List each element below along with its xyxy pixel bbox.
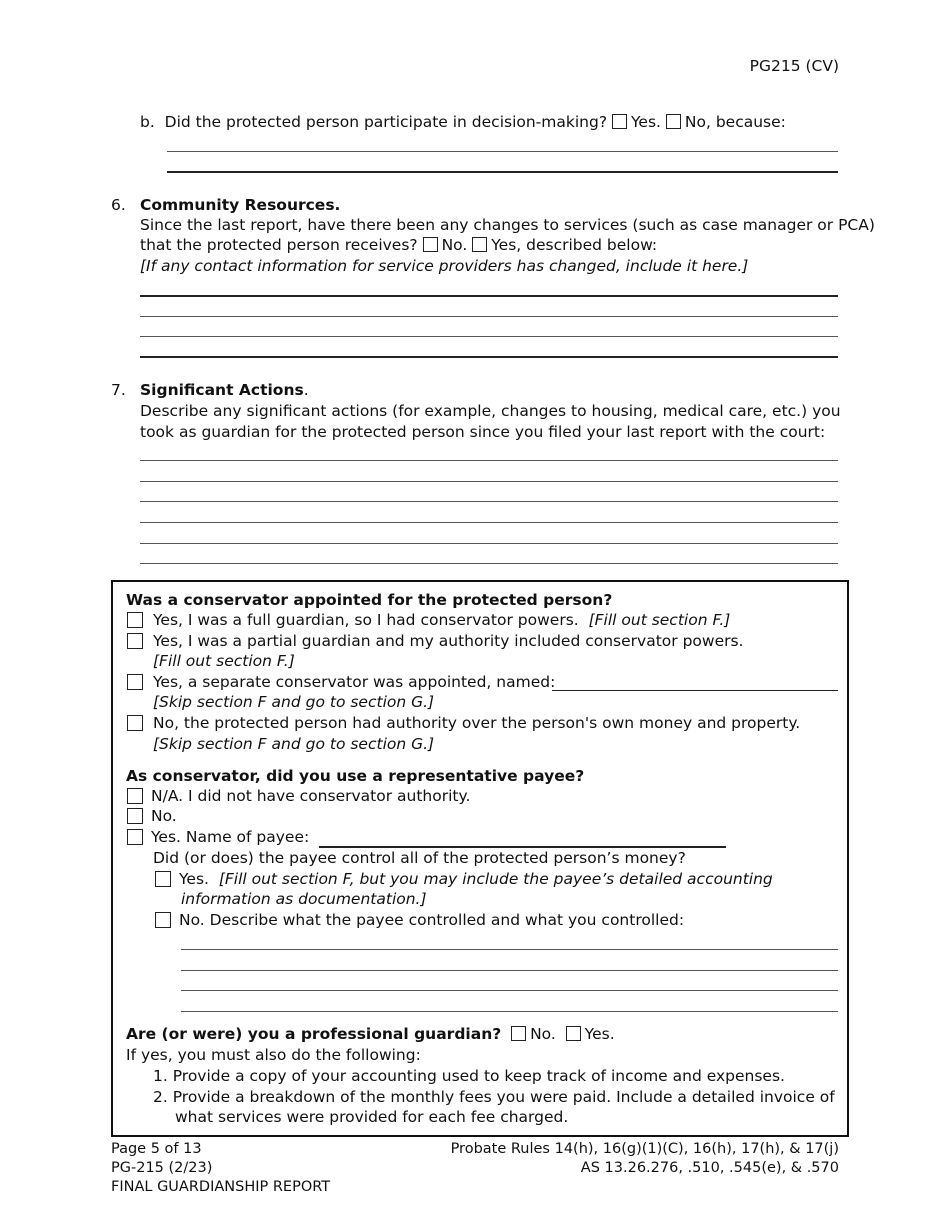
footer-statutes: AS 13.26.276, .510, .545(e), & .570 [580,1160,839,1176]
section-6-number: 6. [111,196,126,214]
section-7-number: 7. [111,381,126,399]
payee-sub-yes [179,870,773,888]
q5b-answer-line-2[interactable] [167,171,838,173]
conservator-opt4-label: No, the protected person had authority over the person's own money and property. [153,714,801,732]
footer-rules: Probate Rules 14(h), 16(g)(1)(C), 16(h), 17(h), & 17(j) [450,1141,839,1157]
question-5b-label: b. [140,113,155,131]
professional-no-label: No. [530,1025,556,1043]
payee-yes-checkbox[interactable] [127,829,143,845]
conservator-opt1-label: Yes, I was a full guardian, so I had conservator powers. [153,611,579,629]
footer-form-title: FINAL GUARDIANSHIP REPORT [111,1179,331,1195]
payee-sub-yes-checkbox[interactable] [155,871,171,887]
payee-answer-line-2[interactable] [181,970,838,971]
conservator-opt2-label: Yes, I was a partial guardian and my authority included conservator powers. [153,632,744,650]
s7-answer-line-4[interactable] [140,522,838,523]
professional-yes-label: Yes. [584,1025,615,1043]
payee-sub-no-label: No. Describe what the payee controlled and what you controlled: [179,911,685,929]
conservator-name-field[interactable] [552,690,838,691]
conservator-question: Was a conservator appointed for the protected person? [126,591,613,609]
professional-item-1: 1. Provide a copy of your accounting used to keep track of income and expenses. [153,1067,785,1085]
s7-answer-line-6[interactable] [140,563,838,564]
s6-yes-checkbox[interactable] [472,237,487,252]
section-6-line-1: Since the last report, have there been any changes to services (such as case manager or PCA) [140,216,875,234]
q5b-no-checkbox[interactable] [666,114,681,129]
section-6-question: that the protected person receives? [140,236,418,254]
conservator-opt1-note: [Fill out section F.] [588,611,731,629]
professional-item-2: 2. Provide a breakdown of the monthly fees you were paid. Include a detailed invoice of [153,1088,835,1106]
conservator-opt1 [153,611,730,629]
conservator-opt2-checkbox[interactable] [127,633,143,649]
s7-answer-line-3[interactable] [140,501,838,502]
payee-sub-yes-note-2: information as documentation.] [181,890,427,908]
s6-answer-line-1[interactable] [140,295,838,297]
q5b-answer-line-1[interactable] [167,151,838,152]
conservator-opt2-note: [Fill out section F.] [153,652,295,670]
section-6-line-2 [140,236,657,254]
s6-no-label: No. [441,236,468,254]
conservator-opt4-note: [Skip section F and go to section G.] [153,735,435,753]
question-5b [140,113,786,131]
q5b-yes-label: Yes. [631,113,661,131]
conservator-opt4-checkbox[interactable] [127,715,143,731]
payee-sub-yes-note-1: [Fill out section F, but you may include the payee’s detailed accounting [218,870,773,888]
conservator-opt3-checkbox[interactable] [127,674,143,690]
section-7-line-2: took as guardian for the protected person since you filed your last report with the court: [140,423,826,441]
professional-item-2-cont: what services were provided for each fee charged. [175,1108,569,1126]
payee-na-checkbox[interactable] [127,788,143,804]
s7-answer-line-2[interactable] [140,481,838,482]
payee-sub-question: Did (or does) the payee control all of the protected person’s money? [153,849,686,867]
payee-na-label: N/A. I did not have conservator authority. [151,787,471,805]
form-code: PG215 (CV) [749,57,839,75]
payee-question: As conservator, did you use a representative payee? [126,767,585,785]
payee-no-label: No. [151,807,177,825]
s6-yes-label: Yes, described below: [491,236,658,254]
professional-if-yes: If yes, you must also do the following: [126,1046,421,1064]
payee-yes-label: Yes. Name of payee: [151,828,310,846]
footer-page-number: Page 5 of 13 [111,1141,202,1157]
payee-sub-no-checkbox[interactable] [155,912,171,928]
s6-no-checkbox[interactable] [423,237,438,252]
section-7-heading [140,381,309,399]
payee-answer-line-1[interactable] [181,949,838,950]
payee-answer-line-4[interactable] [181,1011,838,1012]
conservator-opt3-note: [Skip section F and go to section G.] [153,693,435,711]
s7-answer-line-1[interactable] [140,460,838,461]
question-5b-text: Did the protected person participate in decision-making? [164,113,608,131]
payee-name-field[interactable] [319,846,726,848]
s7-answer-line-5[interactable] [140,543,838,544]
section-6-note: [If any contact information for service providers has changed, include it here.] [140,257,749,275]
professional-yes-checkbox[interactable] [566,1026,581,1041]
q5b-no-label: No, because: [684,113,786,131]
payee-no-checkbox[interactable] [127,808,143,824]
s6-answer-line-4[interactable] [140,356,838,358]
section-7-title: Significant Actions [140,381,304,399]
footer-form-number: PG-215 (2/23) [111,1160,213,1176]
section-7-title-period: . [303,381,309,399]
section-7-line-1: Describe any significant actions (for example, changes to housing, medical care, etc.) you [140,402,841,420]
section-6-title: Community Resources. [140,196,341,214]
professional-question: Are (or were) you a professional guardian? [126,1025,502,1043]
q5b-yes-checkbox[interactable] [612,114,627,129]
conservator-opt3-label: Yes, a separate conservator was appointed, named: [153,673,556,691]
s6-answer-line-2[interactable] [140,316,838,317]
payee-sub-yes-label: Yes. [179,870,209,888]
conservator-opt1-checkbox[interactable] [127,612,143,628]
s6-answer-line-3[interactable] [140,336,838,337]
payee-answer-line-3[interactable] [181,990,838,991]
professional-no-checkbox[interactable] [511,1026,526,1041]
professional-row [126,1025,615,1043]
